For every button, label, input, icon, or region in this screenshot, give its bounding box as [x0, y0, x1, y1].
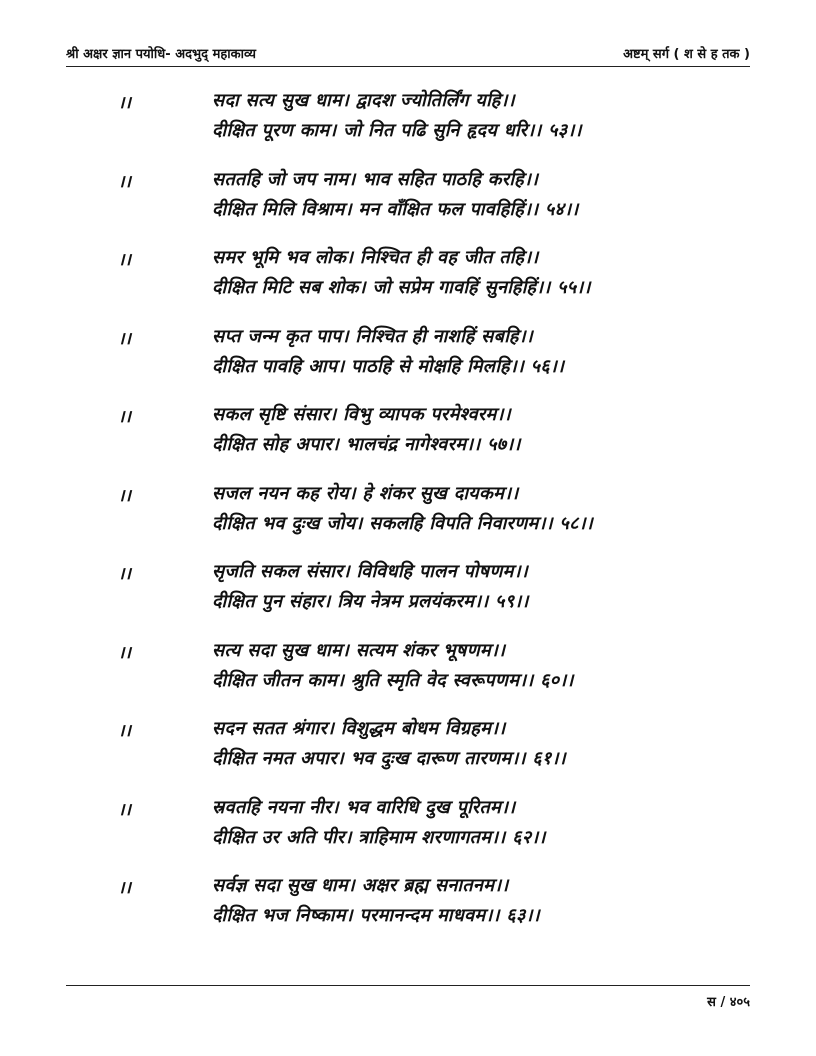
verse-62 — [0, 789, 816, 868]
verse-line-2: दीक्षित पावहि आप। पाठहि से मोक्षहि मिलहि।। ५६।। — [212, 355, 565, 377]
verse-line-1: सर्वज्ञ सदा सुख धाम। अक्षर ब्रह्म सनातनम।। — [212, 875, 509, 896]
verse-63 — [0, 867, 816, 946]
verse-line-1: सृजति सकल संसार। विविधहि पालन पोषणम।। — [212, 561, 528, 582]
verse-marker: ।। — [118, 878, 131, 898]
verse-marker: ।। — [118, 721, 131, 741]
verse-line-1: स्रवतहि नयना नीर। भव वारिधि दुख पूरितम।। — [212, 796, 516, 818]
verse-55 — [0, 239, 816, 318]
verse-59 — [0, 553, 816, 632]
verse-line-1: सकल सृष्टि संसार। विभु व्यापक परमेश्वरम।। — [212, 404, 511, 425]
page-number: स / ४०५ — [707, 995, 750, 1010]
verse-line-1: समर भूमि भव लोक। निश्चित ही वह जीत तहि।। — [212, 247, 539, 268]
verse-line-2: दीक्षित पुन संहार। त्रिय नेत्रम प्रलयंकरम।। ५९।। — [212, 591, 529, 612]
verse-line-2: दीक्षित भज निष्काम। परमानन्दम माधवम।। ६३।। — [212, 905, 540, 926]
verse-line-2: दीक्षित पूरण काम। जो नित पढि सुनि हृदय धरि।। ५३।। — [212, 120, 582, 141]
page-header — [66, 40, 750, 67]
verse-marker: ।। — [118, 250, 131, 270]
verse-line-1: सततहि जो जप नाम। भाव सहित पाठहि करहि।। — [212, 168, 539, 190]
verse-57 — [0, 396, 816, 475]
verse-line-1: सदा सत्य सुख धाम। द्वादश ज्योतिर्लिंग यहि।। — [212, 90, 515, 111]
book-title: श्री अक्षर ज्ञान पयोधि- अदभुद् महाकाव्य — [66, 47, 256, 62]
verse-line-2: दीक्षित सोह अपार। भालचंद्र नागेश्वरम।। ५७।। — [212, 434, 521, 455]
verse-list — [0, 82, 816, 946]
verse-marker: ।। — [118, 328, 131, 349]
verse-61 — [0, 710, 816, 789]
footer-divider — [66, 985, 750, 986]
verse-line-2: दीक्षित नमत अपार। भव दुःख दारूण तारणम।। ६१।। — [212, 748, 566, 769]
verse-line-2: दीक्षित मिटि सब शोक। जो सप्रेम गावहिं सुनहिहिं।। ५५।। — [212, 277, 591, 298]
verse-56 — [0, 318, 816, 397]
verse-line-2: दीक्षित भव दुःख जोय। सकलहि विपति निवारणम।। ५८।। — [212, 512, 593, 534]
verse-marker: ।। — [118, 564, 131, 584]
verse-line-1: सदन सतत श्रंगार। विशुद्धम बोधम विग्रहम।। — [212, 718, 506, 739]
verse-line-1: सत्य सदा सुख धाम। सत्यम शंकर भूषणम।। — [212, 639, 506, 661]
verse-58 — [0, 475, 816, 554]
verse-line-1: सप्त जन्म कृत पाप। निश्चित ही नाशहिं सबहि।। — [212, 325, 533, 347]
verse-53 — [0, 82, 816, 161]
verse-marker: ।। — [118, 799, 131, 820]
chapter-title: अष्टम् सर्ग ( श से ह तक ) — [623, 47, 750, 62]
verse-line-2: दीक्षित उर अति पीर। त्राहिमाम शरणागतम।। ६२।। — [212, 826, 546, 848]
verse-60 — [0, 632, 816, 711]
verse-54 — [0, 161, 816, 240]
verse-line-2: दीक्षित मिलि विश्राम। मन वाँक्षित फल पावहिहिं।। ५४।। — [212, 198, 579, 220]
verse-marker: ।। — [118, 485, 131, 506]
verse-marker: ।। — [118, 642, 131, 663]
verse-marker: ।। — [118, 171, 131, 192]
verse-line-2: दीक्षित जीतन काम। श्रुति स्मृति वेद स्वरूपणम।। ६०।। — [212, 669, 574, 691]
verse-marker: ।। — [118, 407, 131, 427]
verse-line-1: सजल नयन कह रोय। हे शंकर सुख दायकम।। — [212, 482, 519, 504]
verse-marker: ।। — [118, 93, 131, 113]
